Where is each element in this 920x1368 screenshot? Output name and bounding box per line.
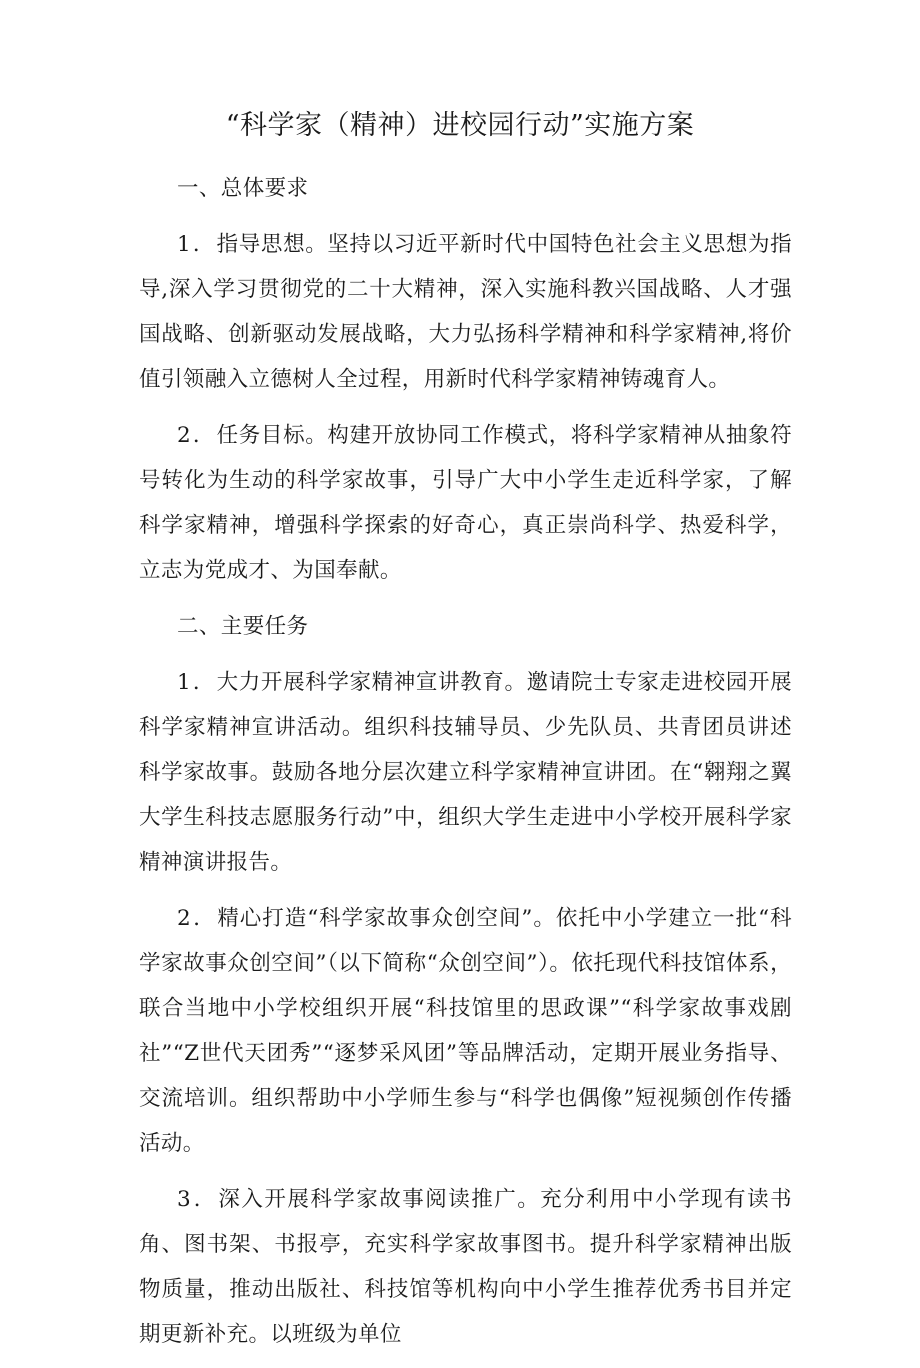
- paragraph-reading-promotion: [139, 1177, 792, 1357]
- paragraph-text: 指导思想。坚持以习近平新时代中国特色社会主义思想为指导,深入学习贯彻党的二十大精神，深入实施科教兴国战略、人才强国战略、创新驱动发展战略，大力弘扬科学精神和科学家精神,将价值引领融入立德树人全过程，用新时代科学家精神铸魂育人。: [139, 232, 792, 392]
- item-number: 3．: [177, 1187, 219, 1212]
- paragraph-guiding-ideology: [139, 222, 792, 402]
- section-heading-general-requirements: 一、总体要求: [177, 176, 309, 201]
- item-number: 1．: [177, 670, 217, 695]
- section-heading-main-tasks: 二、主要任务: [177, 614, 309, 639]
- paragraph-text: 深入开展科学家故事阅读推广。充分利用中小学现有读书角、图书架、书报亭，充实科学家故事图书。提升科学家精神出版物质量，推动出版社、科技馆等机构向中小学生推荐优秀书目并定期更新补充。以班级为单位: [139, 1187, 792, 1347]
- paragraph-task-goals: [139, 413, 792, 593]
- paragraph-lecture-education: [139, 660, 792, 885]
- document-title: “科学家（精神）进校园行动”实施方案: [225, 110, 695, 141]
- paragraph-text: 精心打造“科学家故事众创空间”。依托中小学建立一批“科学家故事众创空间”（以下简称“众创空间”）。依托现代科技馆体系，联合当地中小学校组织开展“科技馆里的思政课”“科学家故事戏剧社”“Z世代天团秀”“逐梦采风团”等品牌活动，定期开展业务指导、交流培训。组织帮助中小学师生参与“科学也偶像”短视频创作传播活动。: [139, 906, 792, 1156]
- item-number: 2．: [177, 423, 217, 448]
- paragraph-text: 任务目标。构建开放协同工作模式，将科学家精神从抽象符号转化为生动的科学家故事，引导广大中小学生走近科学家，了解科学家精神，增强科学探索的好奇心，真正崇尚科学、热爱科学，立志为党成才、为国奉献。: [139, 423, 792, 583]
- document-body: [139, 166, 792, 1368]
- paragraph-maker-space: [139, 896, 792, 1166]
- item-number: 2．: [177, 906, 218, 931]
- paragraph-text: 大力开展科学家精神宣讲教育。邀请院士专家走进校园开展科学家精神宣讲活动。组织科技辅导员、少先队员、共青团员讲述科学家故事。鼓励各地分层次建立科学家精神宣讲团。在“翱翔之翼大学生科技志愿服务行动”中，组织大学生走进中小学校开展科学家精神演讲报告。: [139, 670, 792, 875]
- item-number: 1．: [177, 232, 217, 257]
